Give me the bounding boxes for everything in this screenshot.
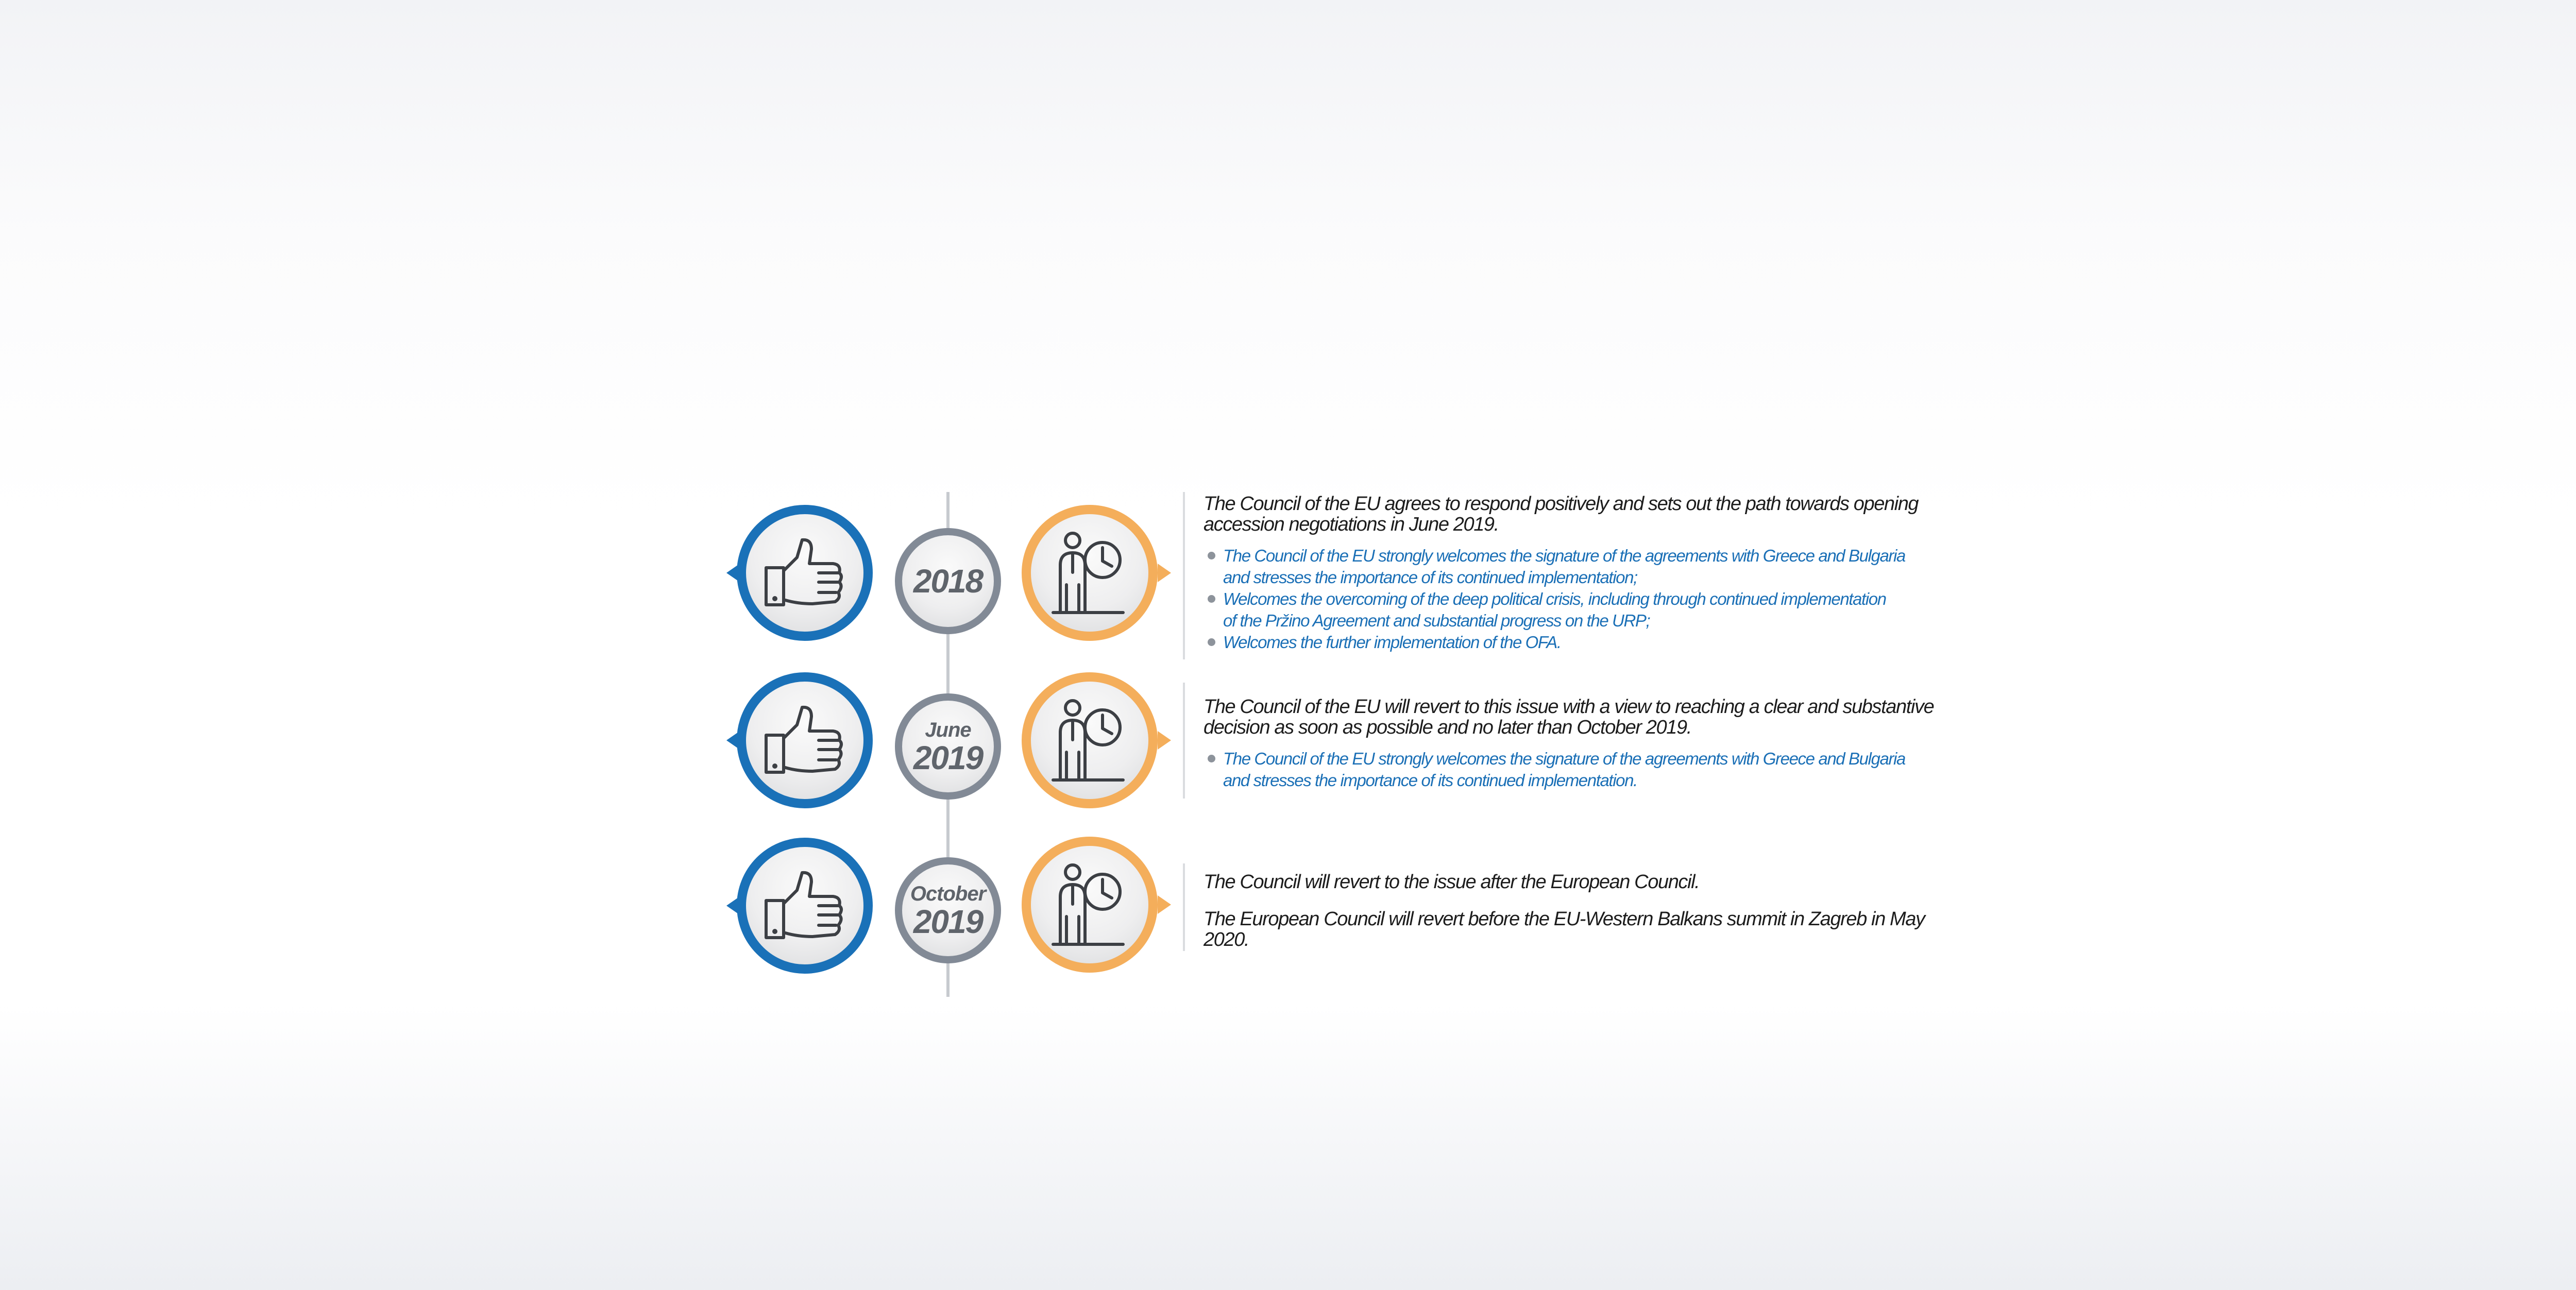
person-clock-icon	[1051, 697, 1128, 784]
decision-circle	[1022, 505, 1158, 641]
decision-circle	[1022, 837, 1158, 973]
thumbs-up-icon	[761, 870, 849, 942]
approval-circle	[737, 838, 873, 974]
row-divider	[1183, 863, 1185, 951]
person-clock-icon	[1051, 861, 1128, 948]
year-big-text: 2018	[913, 563, 983, 600]
row-text	[1204, 697, 1956, 791]
bullet-item: Welcomes the further implementation of the OFA.	[1204, 632, 1956, 653]
year-small-text: October	[910, 882, 986, 905]
person-clock-icon	[1051, 529, 1128, 617]
year-big-text: 2019	[913, 903, 983, 940]
orange-pointer	[1158, 564, 1171, 582]
thumbs-up-icon	[761, 537, 849, 609]
year-badge	[895, 693, 1001, 800]
thumbs-up-icon	[761, 704, 849, 776]
row-text	[1204, 494, 1956, 653]
year-badge	[895, 857, 1001, 963]
main-text: The Council will revert to the issue after the European Council.	[1204, 871, 1700, 893]
year-small-text: June	[925, 719, 971, 741]
decision-circle	[1022, 672, 1158, 808]
main-text: The European Council will revert before the EU-Western Balkans summit in Zagreb in May 2020.	[1204, 908, 1925, 950]
bullet-dot	[1208, 755, 1215, 762]
row-divider	[1183, 683, 1185, 799]
bullet-dot	[1208, 595, 1215, 603]
bullet-list	[1204, 748, 1956, 791]
bullet-list	[1204, 545, 1956, 653]
orange-pointer	[1158, 731, 1171, 750]
bullet-item: The Council of the EU strongly welcomes the signature of the agreements with Greece and Bulgaria and stresses the importance of its continued implementation.	[1204, 748, 1956, 791]
year-badge	[895, 528, 1001, 634]
bullet-dot	[1208, 638, 1215, 646]
bullet-item: The Council of the EU strongly welcomes the signature of the agreements with Greece and Bulgaria and stresses the importance of its continued implementation;	[1204, 545, 1956, 588]
bullet-dot	[1208, 552, 1215, 559]
main-text: The Council of the EU agrees to respond positively and sets out the path towards opening accession negotiations in June 2019.	[1204, 493, 1919, 535]
row-divider	[1183, 492, 1185, 659]
bullet-item: Welcomes the overcoming of the deep political crisis, including through continued implementation of the Pržino Agreement and substantial progress on the URP;	[1204, 588, 1956, 632]
approval-circle	[737, 672, 873, 808]
row-text	[1204, 872, 1956, 950]
main-text: The Council of the EU will revert to this issue with a view to reaching a clear and substantive decision as soon as possible and no later than October 2019.	[1204, 696, 1934, 738]
approval-circle	[737, 505, 873, 641]
orange-pointer	[1158, 895, 1171, 914]
year-big-text: 2019	[913, 739, 983, 776]
